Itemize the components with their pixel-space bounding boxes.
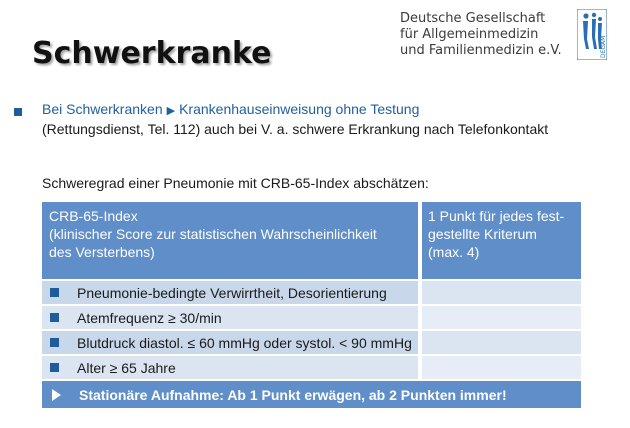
svg-text:DEGAM: DEGAM (600, 35, 607, 58)
criterion-text: Alter ≥ 65 Jahre (77, 359, 176, 376)
table-row (42, 354, 581, 379)
criterion-cell (42, 331, 418, 354)
table-header (42, 202, 581, 279)
bullet-line-1 (42, 101, 419, 117)
points-cell (422, 306, 581, 329)
table-row (42, 279, 581, 304)
criterion-text: Pneumonie-bedingte Verwirrtheit, Desorientierung (77, 284, 387, 301)
header-left (42, 202, 418, 279)
header-left-line-2: (klinischer Score zur statistischen Wahrscheinlichkeit (49, 226, 377, 242)
bullet-text-severe: Bei Schwerkranken (42, 101, 163, 117)
header-left-line-3: des Versterbens) (49, 244, 155, 260)
bullet-line-2: (Rettungsdienst, Tel. 112) auch bei V. a. schwere Erkrankung nach Telefonkontakt (42, 121, 549, 137)
criterion-text: Blutdruck diastol. ≤ 60 mmHg oder systol. < 90 mmHg (77, 334, 412, 351)
criterion-cell (42, 281, 418, 304)
header-right (422, 202, 581, 279)
table-row (42, 329, 581, 354)
crb65-table (42, 202, 581, 408)
table-row (42, 304, 581, 329)
org-line-2: für Allgemeinmedizin (400, 27, 539, 42)
criterion-cell (42, 306, 418, 329)
criterion-cell (42, 356, 418, 379)
arrow-right-icon: ▶ (166, 105, 176, 117)
intro-text: Schweregrad einer Pneumonie mit CRB-65-Index abschätzen: (42, 175, 429, 191)
organization-name (400, 11, 562, 59)
play-arrow-icon (52, 389, 61, 401)
header-right-line-3: (max. 4) (428, 244, 480, 260)
points-cell (422, 356, 581, 379)
header-right-line-2: gestellte Kriterum (428, 226, 537, 242)
bullet-text-admission: Krankenhauseinweisung ohne Testung (179, 101, 420, 117)
page-title: Schwerkranke (32, 36, 272, 71)
criterion-text: Atemfrequenz ≥ 30/min (77, 309, 222, 326)
bullet-square-icon (50, 313, 59, 322)
degam-logo-icon (577, 9, 607, 60)
header-left-line-1: CRB-65-Index (49, 208, 138, 224)
header-right-line-1: 1 Punkt für jedes fest- (428, 208, 565, 224)
table-footer (42, 381, 581, 408)
bullet-square-icon (50, 338, 59, 347)
org-line-1: Deutsche Gesellschaft (400, 11, 546, 26)
bullet-square-icon (50, 363, 59, 372)
footer-text: Stationäre Aufnahme: Ab 1 Punkt erwägen, ab 2 Punkten immer! (79, 386, 507, 403)
org-line-3: und Familienmedizin e.V. (400, 43, 562, 58)
bullet-square-icon (50, 288, 59, 297)
bullet-square (14, 108, 22, 116)
points-cell (422, 331, 581, 354)
points-cell (422, 281, 581, 304)
